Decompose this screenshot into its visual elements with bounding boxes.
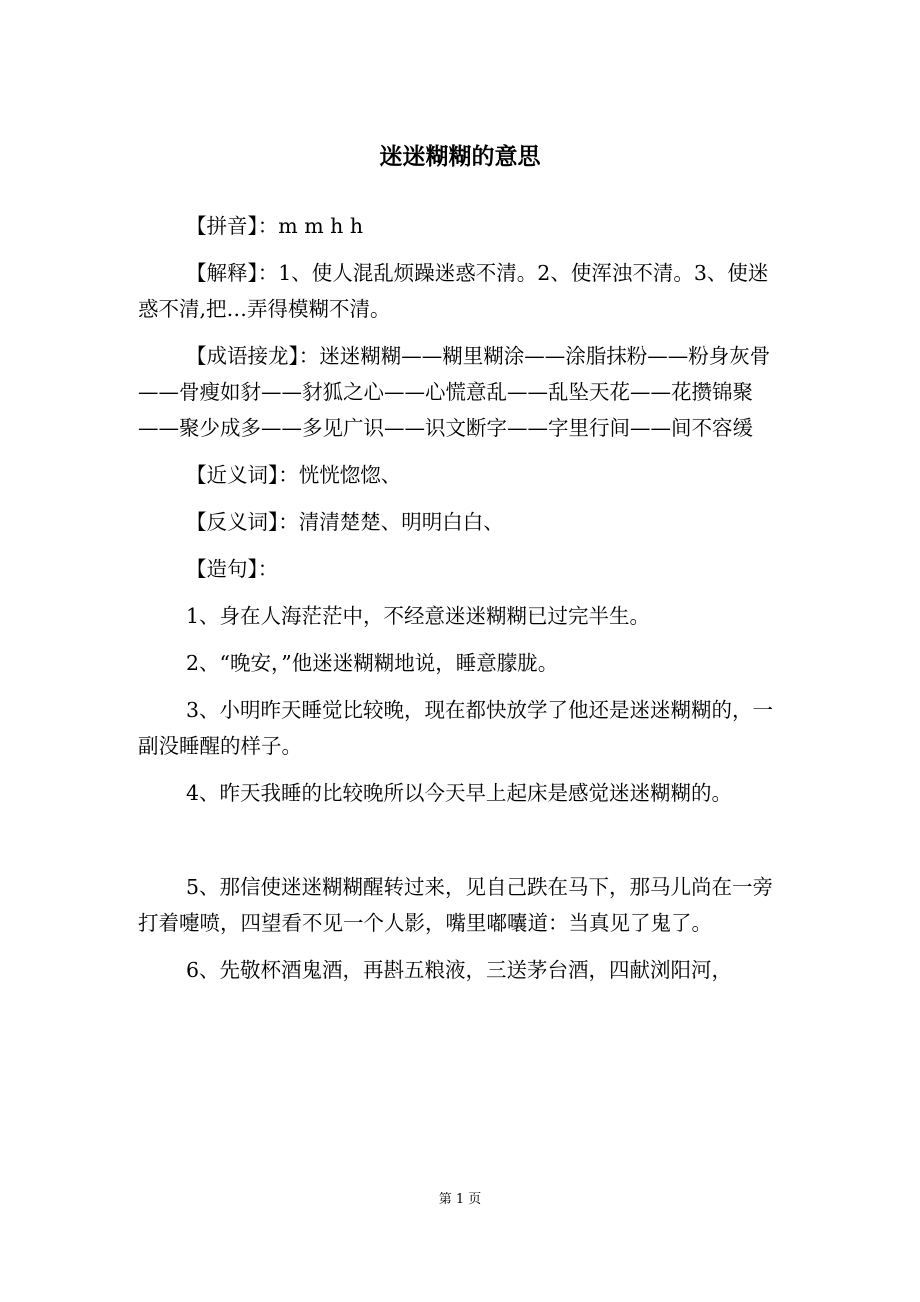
idiom-chain-paragraph: 【成语接龙】：迷迷糊糊——糊里糊涂——涂脂抹粉——粉身灰骨——骨瘦如豺——豺狐之心——心慌意乱——乱坠天花——花攒锦聚——聚少成多——多见广识——识文断字——字里行间——间不容缓 [138,344,771,440]
page-number-footer: 第 1 页 [438,1192,482,1207]
document-title: 迷迷糊糊的意思 [379,144,541,170]
pinyin-line: 【拼音】：m m h h [186,214,364,238]
document-body [138,208,788,999]
antonyms-line: 【反义词】：清清楚楚、明明白白、 [186,510,504,534]
example-sentence-2: 2、“晚安，”他迷迷糊糊地说，睡意朦胧。 [186,651,559,675]
example-sentence-4: 4、昨天我睡的比较晚所以今天早上起床是感觉迷迷糊糊的。 [186,781,733,805]
example-sentence-1: 1、身在人海茫茫中，不经意迷迷糊糊已过完半生。 [186,604,651,628]
example-sentence-6: 6、先敬杯酒鬼酒，再斟五粮液，三送茅台酒，四献浏阳河， [186,958,733,982]
example-sentence-5: 5、那信使迷迷糊糊醒转过来，见自己跌在马下，那马儿尚在一旁打着嚏喷，四望看不见一个人影，嘴里嘟囔道：当真见了鬼了。 [138,875,774,935]
example-sentence-3: 3、小明昨天睡觉比较晚，现在都快放学了他还是迷迷糊糊的，一副没睡醒的样子。 [138,698,774,758]
synonyms-line: 【近义词】：恍恍惚惚、 [186,463,402,487]
paragraph-spacer [138,822,788,869]
sentences-heading: 【造句】： [186,557,279,581]
explanation-paragraph: 【解释】：1、使人混乱烦躁迷惑不清。2、使浑浊不清。3、使迷惑不清,把…弄得模糊不清。 [138,261,769,321]
